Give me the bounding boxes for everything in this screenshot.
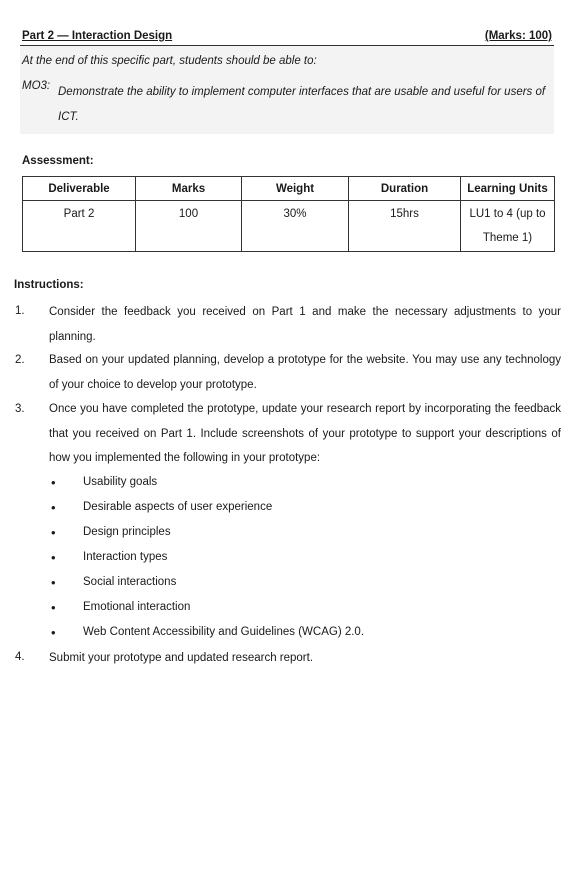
- bullet-item: Design principles: [83, 526, 171, 538]
- instruction-item: Consider the feedback you received on Part 1 and make the necessary adjustments to your planning.: [49, 306, 561, 343]
- section-marks: (Marks: 100): [484, 30, 552, 42]
- bullet-icon: •: [51, 625, 56, 640]
- header-duration: Duration: [349, 177, 461, 201]
- bullet-item: Web Content Accessibility and Guidelines (WCAG) 2.0.: [83, 626, 365, 638]
- bullet-icon: •: [51, 500, 56, 515]
- table-header-row: [23, 177, 555, 201]
- bullet-item: Desirable aspects of user experience: [83, 501, 273, 513]
- assessment-label: Assessment:: [22, 155, 94, 167]
- item-number: 1.: [15, 305, 25, 317]
- header-learning-units: Learning Units: [461, 177, 555, 201]
- assessment-table: [22, 176, 555, 252]
- bullet-icon: •: [51, 475, 56, 490]
- bullet-icon: •: [51, 550, 56, 565]
- bullet-item: Social interactions: [83, 576, 177, 588]
- cell-deliverable: Part 2: [23, 201, 136, 252]
- cell-weight: 30%: [242, 201, 349, 252]
- intro-text: At the end of this specific part, students should be able to:: [22, 55, 317, 67]
- header-marks: Marks: [136, 177, 242, 201]
- header-weight: Weight: [242, 177, 349, 201]
- bullet-icon: •: [51, 525, 56, 540]
- section-header: [20, 30, 554, 46]
- bullet-icon: •: [51, 600, 56, 615]
- header-deliverable: Deliverable: [23, 177, 136, 201]
- cell-marks: 100: [136, 201, 242, 252]
- item-number: 3.: [15, 403, 25, 415]
- section-title: Part 2 — Interaction Design: [22, 30, 173, 42]
- bullet-item: Interaction types: [83, 551, 168, 563]
- cell-learning-units: LU1 to 4 (up to Theme 1): [461, 201, 555, 252]
- bullet-item: Usability goals: [83, 476, 158, 488]
- table-row: [23, 201, 555, 252]
- instruction-item: Based on your updated planning, develop a prototype for the website. You may use any technology of your choice to develop your prototype.: [49, 354, 561, 391]
- bullet-icon: •: [51, 575, 56, 590]
- item-number: 2.: [15, 354, 25, 366]
- bullet-item: Emotional interaction: [83, 601, 191, 613]
- instruction-item: Once you have completed the prototype, update your research report by incorporating the feedback that you received on Part 1. Include screenshots of your prototype to support your descriptions of how you implemented the following in your prototype:: [49, 403, 561, 465]
- outcome-code: MO3:: [22, 80, 51, 92]
- outcome-text: Demonstrate the ability to implement computer interfaces that are usable and useful for users of ICT.: [58, 86, 546, 123]
- instruction-item: Submit your prototype and updated research report.: [49, 652, 314, 664]
- item-number: 4.: [15, 651, 25, 663]
- cell-duration: 15hrs: [349, 201, 461, 252]
- instructions-label: Instructions:: [14, 279, 84, 291]
